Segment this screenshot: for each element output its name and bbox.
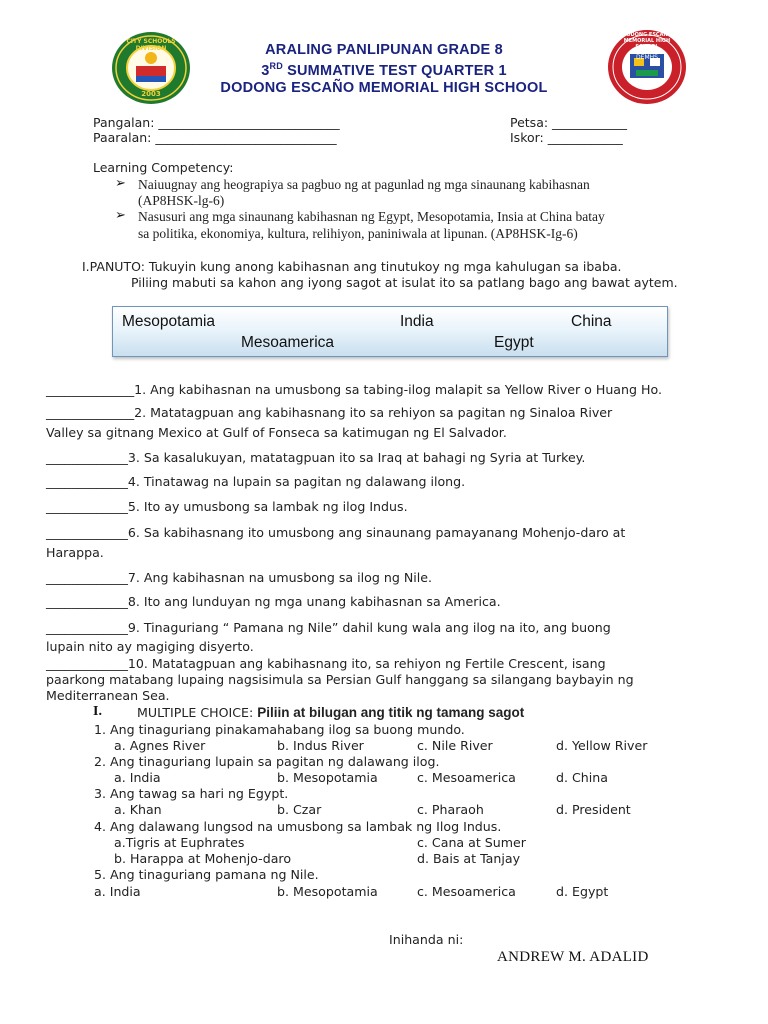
quarter-rest: SUMMATIVE TEST QUARTER 1 bbox=[282, 62, 507, 79]
mc-q5-option-b[interactable]: b. Mesopotamia bbox=[277, 884, 378, 899]
item-10-cont: paarkong matabang lupaing nagsisimula sa Persian Gulf hanggang sa silangang baybayin ng bbox=[46, 672, 634, 687]
mc-q2-option-a[interactable]: a. India bbox=[114, 770, 161, 785]
choice-mesopotamia: Mesopotamia bbox=[122, 313, 216, 330]
mc-q1-option-c[interactable]: c. Nile River bbox=[417, 738, 493, 753]
arrow-bullet-icon: ➢ bbox=[115, 208, 126, 223]
item-9: _____________9. Tinaguriang “ Pamana ng Nile” dahil kung wala ang ilog na ito, ang buong bbox=[46, 620, 611, 635]
test-quarter-title bbox=[150, 61, 618, 79]
teacher-name: ANDREW M. ADALID bbox=[497, 949, 649, 965]
competency-2-line1: Nasusuri ang mga sinaunang kabihasnan ng Egypt, Mesopotamia, Insia at China batay bbox=[138, 209, 605, 224]
choice-mesoamerica: Mesoamerica bbox=[241, 334, 335, 351]
mc-q3-option-c[interactable]: c. Pharaoh bbox=[417, 802, 484, 817]
date-field[interactable]: Petsa: ____________ bbox=[510, 115, 628, 130]
mc-q1-option-b[interactable]: b. Indus River bbox=[277, 738, 364, 753]
score-field[interactable]: Iskor: ____________ bbox=[510, 130, 623, 145]
choice-egypt: Egypt bbox=[494, 334, 534, 351]
item-2: ______________2. Matatagpuan ang kabihasnang ito sa rehiyon sa pagitan ng Sinaloa River bbox=[46, 405, 613, 420]
item-9-cont: lupain nito ay magiging disyerto. bbox=[46, 639, 254, 654]
choice-india: India bbox=[400, 313, 434, 330]
item-3: _____________3. Sa kasalukuyan, matatagpuan ito sa Iraq at bahagi ng Syria at Turkey. bbox=[46, 450, 586, 465]
mc-q5-option-d[interactable]: d. Egypt bbox=[556, 884, 609, 899]
seal-left-year: 2003 bbox=[141, 90, 161, 98]
item-4: _____________4. Tinatawag na lupain sa pagitan ng dalawang ilong. bbox=[46, 474, 466, 489]
item-6-cont: Harappa. bbox=[46, 545, 104, 560]
arrow-bullet-icon: ➢ bbox=[115, 176, 126, 191]
mc-question-1: 1. Ang tinaguriang pinakamahabang ilog sa buong mundo. bbox=[94, 722, 465, 737]
mc-q5-option-a[interactable]: a. India bbox=[94, 884, 141, 899]
seal-right-text: DODONG ESCAÑO MEMORIAL HIGH SCHOOL bbox=[622, 32, 672, 50]
part2-label: MULTIPLE CHOICE: bbox=[137, 705, 258, 720]
mc-question-2: 2. Ang tinaguriang lupain sa pagitan ng dalawang ilog. bbox=[94, 754, 440, 769]
mc-q3-option-a[interactable]: a. Khan bbox=[114, 802, 162, 817]
part2-heading bbox=[137, 705, 524, 720]
part1-instruction-2: Piliing mabuti sa kahon ang iyong sagot at isulat ito sa patlang bago ang bawat aytem. bbox=[131, 275, 678, 290]
test-subject-title: ARALING PANLIPUNAN GRADE 8 bbox=[265, 42, 503, 58]
name-field[interactable]: Pangalan: _____________________________ bbox=[93, 115, 340, 130]
mc-question-4: 4. Ang dalawang lungsod na umusbong sa lambak ng Ilog Indus. bbox=[94, 819, 502, 834]
mc-q2-option-b[interactable]: b. Mesopotamia bbox=[277, 770, 378, 785]
quarter-sup: RD bbox=[269, 61, 283, 71]
mc-q5-option-c[interactable]: c. Mesoamerica bbox=[417, 884, 516, 899]
school-field[interactable]: Paaralan: _____________________________ bbox=[93, 130, 337, 145]
competency-1-line2: (AP8HSK-lg-6) bbox=[138, 193, 225, 208]
seal-right-center: DEMHS bbox=[636, 54, 658, 61]
mc-q4-option-d[interactable]: d. Bais at Tanjay bbox=[417, 851, 521, 866]
mc-question-5: 5. Ang tinaguriang pamana ng Nile. bbox=[94, 867, 319, 882]
competency-1-line1: Naiuugnay ang heograpiya sa pagbuo ng at pagunlad ng mga sinaunang kabihasnan bbox=[138, 177, 590, 192]
prepared-by-label: Inihanda ni: bbox=[389, 932, 464, 947]
mc-q4-option-b[interactable]: b. Harappa at Mohenjo-daro bbox=[114, 851, 292, 866]
part2-numeral: I. bbox=[93, 704, 102, 719]
part2-instruction: Piliin at bilugan ang titik ng tamang sagot bbox=[257, 705, 525, 720]
mc-q3-option-b[interactable]: b. Czar bbox=[277, 802, 322, 817]
quarter-number: 3 bbox=[261, 62, 270, 79]
item-10-cont-2: Mediterranean Sea. bbox=[46, 688, 170, 703]
item-1: ______________1. Ang kabihasnan na umusbong sa tabing-ilog malapit sa Yellow River o Huang Ho. bbox=[46, 382, 662, 397]
mc-q1-option-a[interactable]: a. Agnes River bbox=[114, 738, 206, 753]
mc-q1-option-d[interactable]: d. Yellow River bbox=[556, 738, 648, 753]
item-6: _____________6. Sa kabihasnang ito umusbong ang sinaunang pamayanang Mohenjo-daro at bbox=[46, 525, 626, 540]
mc-q2-option-c[interactable]: c. Mesoamerica bbox=[417, 770, 516, 785]
answer-choices-box bbox=[112, 306, 668, 357]
part1-instruction: I.PANUTO: Tukuyin kung anong kabihasnan ang tinutukoy ng mga kahulugan sa ibaba. bbox=[82, 259, 622, 274]
item-8: _____________8. Ito ang lunduyan ng mga unang kabihasnan sa America. bbox=[46, 594, 501, 609]
competency-2-line2: sa politika, ekonomiya, kultura, relihiyon, paniniwala at lipunan. (AP8HSK-Ig-6) bbox=[138, 226, 578, 241]
school-name: DODONG ESCAÑO MEMORIAL HIGH SCHOOL bbox=[220, 80, 548, 96]
mc-question-3: 3. Ang tawag sa hari ng Egypt. bbox=[94, 786, 289, 801]
mc-q2-option-d[interactable]: d. China bbox=[556, 770, 608, 785]
choice-china: China bbox=[571, 313, 612, 330]
mc-q3-option-d[interactable]: d. President bbox=[556, 802, 631, 817]
item-5: _____________5. Ito ay umusbong sa lambak ng ilog Indus. bbox=[46, 499, 408, 514]
item-2-cont: Valley sa gitnang Mexico at Gulf of Fonseca sa katimugan ng El Salvador. bbox=[46, 425, 507, 440]
item-7: _____________7. Ang kabihasnan na umusbong sa ilog ng Nile. bbox=[46, 570, 433, 585]
competency-title: Learning Competency: bbox=[93, 160, 234, 175]
seal-left-text: CITY SCHOOLS DIVISION bbox=[126, 38, 176, 52]
item-10: _____________10. Matatagpuan ang kabihasnang ito, sa rehiyon ng Fertile Crescent, isang bbox=[46, 656, 606, 671]
mc-q4-option-c[interactable]: c. Cana at Sumer bbox=[417, 835, 526, 850]
mc-q4-option-a[interactable]: a.Tigris at Euphrates bbox=[114, 835, 245, 850]
